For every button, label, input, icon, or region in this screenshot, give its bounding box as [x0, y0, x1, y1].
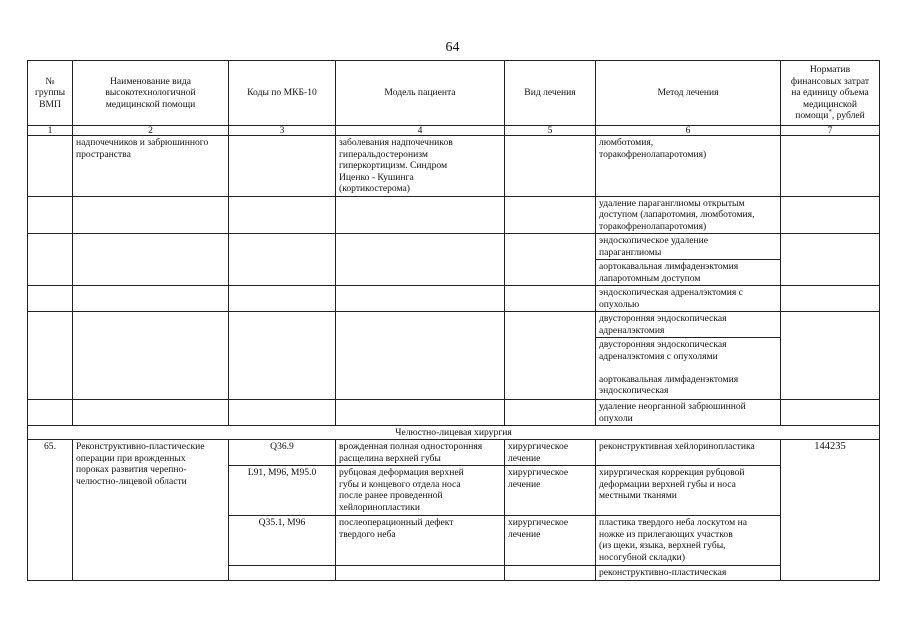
header-patient-model: Модель пациента	[336, 61, 505, 126]
cell-treatment-method	[596, 312, 781, 400]
header-care-type: Наименование вида высокотехнологичной медицинской помощи	[73, 61, 229, 126]
cell-empty	[229, 234, 336, 286]
header-cost-norm-footnote-mark: *	[828, 108, 832, 117]
column-number: 3	[229, 126, 336, 136]
header-icd-codes: Коды по МКБ-10	[229, 61, 336, 126]
table-row	[28, 286, 880, 312]
cell-icd-codes: L91, M96, M95.0	[229, 466, 336, 516]
header-cost-norm	[781, 61, 880, 126]
cell-empty	[781, 286, 880, 312]
section-title: Челюстно-лицевая хирургия	[28, 426, 880, 440]
table-row	[28, 312, 880, 400]
vmp-table	[27, 60, 880, 581]
cell-empty	[229, 400, 336, 426]
cell-empty	[73, 286, 229, 312]
cell-treatment-method	[596, 234, 781, 286]
cell-treatment-type: хирургическое лечение	[505, 440, 596, 466]
cell-care-type: надпочечников и забрюшинного пространства	[73, 136, 229, 197]
cell-cost-norm: 144235	[781, 440, 880, 581]
table-row	[28, 400, 880, 426]
cell-group-number: 65.	[28, 440, 73, 581]
column-number: 1	[28, 126, 73, 136]
cell-treatment-method: удаление параганглиомы открытым доступом (лапаротомия, люмботомия, торакофренолапаротомия)	[596, 196, 781, 234]
cell-empty	[505, 136, 596, 197]
column-number: 7	[781, 126, 880, 136]
column-number-row	[28, 126, 880, 136]
cell-empty	[28, 286, 73, 312]
cell-treatment-method: эндоскопическая адреналэктомия с опухолью	[596, 286, 781, 312]
table-row	[28, 196, 880, 234]
cell-empty	[28, 196, 73, 234]
header-cost-norm-main: Норматив финансовых затрат на единицу объема медицинской помощи	[790, 64, 870, 122]
cell-treatment-method: реконструктивно-пластическая	[596, 566, 781, 581]
header-cost-norm-unit: , рублей	[831, 110, 865, 122]
cell-empty	[336, 400, 505, 426]
cell-empty	[229, 312, 336, 400]
column-number: 2	[73, 126, 229, 136]
cell-treatment-method: реконструктивная хейлоринопластика	[596, 440, 781, 466]
cell-treatment-type: хирургическое лечение	[505, 466, 596, 516]
cell-empty	[336, 286, 505, 312]
header-treatment-type: Вид лечения	[505, 61, 596, 126]
cell-patient-model: послеоперационный дефект твердого неба	[336, 516, 505, 566]
column-number: 4	[336, 126, 505, 136]
section-row	[28, 426, 880, 440]
cell-patient-model: врожденная полная односторонняя расщелина верхней губы	[336, 440, 505, 466]
cell-empty	[505, 286, 596, 312]
cell-empty	[336, 566, 505, 581]
cell-empty	[781, 400, 880, 426]
header-group-number: № группы ВМП	[28, 61, 73, 126]
cell-treatment-type: хирургическое лечение	[505, 516, 596, 566]
cell-treatment-method: хирургическая коррекция рубцовой деформации верхней губы и носа местными тканями	[596, 466, 781, 516]
cell-empty	[28, 312, 73, 400]
cell-empty	[781, 196, 880, 234]
table-row	[28, 440, 880, 466]
cell-empty	[28, 234, 73, 286]
cell-icd-codes: Q36.9	[229, 440, 336, 466]
cell-empty	[28, 400, 73, 426]
cell-empty	[73, 234, 229, 286]
treatment-method-item: эндоскопическое удаление параганглиомы	[599, 235, 708, 258]
cell-empty	[229, 286, 336, 312]
cell-empty	[505, 234, 596, 286]
cell-treatment-method: удаление неорганной забрюшинной опухоли	[596, 400, 781, 426]
cell-empty	[28, 136, 73, 197]
cell-empty	[781, 234, 880, 286]
cell-empty	[229, 566, 336, 581]
cell-care-type: Реконструктивно-пластические операции при врожденных пороках развития черепно- челюстно-лицевой области	[73, 440, 229, 581]
treatment-method-item: двусторонняя эндоскопическая адреналэктомия с опухолями аортокавальная лимфаденэктомия эндоскопическая	[596, 337, 780, 398]
cell-empty	[781, 312, 880, 400]
cell-empty	[505, 312, 596, 400]
header-row	[28, 61, 880, 126]
cell-patient-model: рубцовая деформация верхней губы и концевого отдела носа после ранее проведенной хейлоринопластики	[336, 466, 505, 516]
cell-empty	[336, 234, 505, 286]
table-row	[28, 234, 880, 286]
cell-empty	[336, 312, 505, 400]
cell-icd-codes: Q35.1, M96	[229, 516, 336, 566]
cell-empty	[229, 136, 336, 197]
cell-empty	[73, 400, 229, 426]
cell-empty	[505, 566, 596, 581]
cell-empty	[781, 136, 880, 197]
cell-empty	[336, 196, 505, 234]
cell-treatment-method: люмботомия, торакофренолапаротомия)	[596, 136, 781, 197]
table-row	[28, 136, 880, 197]
treatment-method-item: двусторонняя эндоскопическая адреналэктомия	[599, 313, 727, 336]
cell-empty	[229, 196, 336, 234]
column-number: 5	[505, 126, 596, 136]
cell-empty	[73, 196, 229, 234]
cell-empty	[73, 312, 229, 400]
cell-patient-model: заболевания надпочечников гиперальдостеронизм гиперкортицизм. Синдром Иценко - Кушинга (кортикостерома)	[336, 136, 505, 197]
header-treatment-method: Метод лечения	[596, 61, 781, 126]
cell-empty	[505, 196, 596, 234]
cell-empty	[505, 400, 596, 426]
column-number: 6	[596, 126, 781, 136]
page-number: 64	[445, 40, 460, 55]
treatment-method-item: аортокавальная лимфаденэктомия лапаротомным доступом	[596, 259, 780, 285]
cell-treatment-method: пластика твердого неба лоскутом на ножке из прилегающих участков (из щеки, языка, верхней губы, носогубной складки)	[596, 516, 781, 566]
